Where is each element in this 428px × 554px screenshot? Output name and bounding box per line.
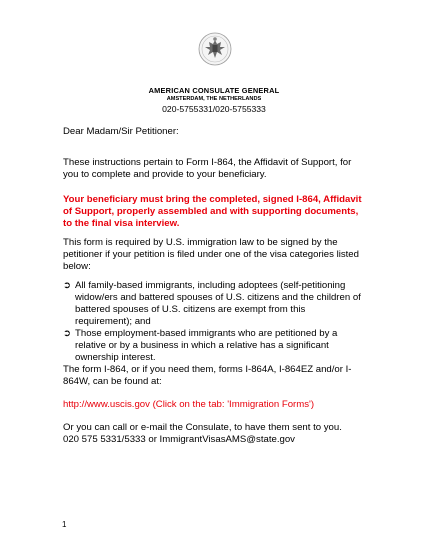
salutation: Dear Madam/Sir Petitioner:	[63, 126, 179, 137]
us-great-seal-icon	[198, 32, 232, 66]
arrow-bullet-icon: ➲	[63, 328, 72, 339]
arrow-bullet-icon: ➲	[63, 280, 72, 291]
requirement-paragraph: This form is required by U.S. immigration law to be signed by the petitioner if your petition is filed under one of the visa categories listed below:	[63, 237, 359, 272]
list-item	[63, 328, 363, 364]
intro-paragraph: These instructions pertain to Form I-864, the Affidavit of Support, for you to complete and provide to your beneficiary.	[63, 157, 352, 180]
contact-line-2: 020 575 5331/5333 or ImmigrantVisasAMS@state.gov	[63, 434, 295, 445]
forms-paragraph: The form I-864, or if you need them, forms I-864A, I-864EZ and/or I-864W, can be found at:	[63, 364, 352, 387]
list-item-text: Those employment-based immigrants who are petitioned by a relative or by a business in which a relative has a significant ownership interest.	[75, 328, 338, 363]
page-number: 1	[62, 520, 67, 529]
consulate-name: AMERICAN CONSULATE GENERAL	[148, 86, 280, 95]
list-item	[63, 280, 363, 328]
consulate-phone: 020-5755331/020-5755333	[162, 104, 266, 114]
warning-paragraph: Your beneficiary must bring the completed, signed I-864, Affidavit of Support, properly assembled and with supporting documents, to the final visa interview.	[63, 194, 362, 229]
visa-category-list	[63, 280, 363, 364]
list-item-text: All family-based immigrants, including adoptees (self-petitioning widow/ers and battered spouses of U.S. citizens and the children of battered spouses of U.S. citizens are exempt from this requirement); and	[75, 280, 361, 327]
uscis-link[interactable]: http://www.uscis.gov (Click on the tab: 'Immigration Forms')	[63, 399, 315, 410]
contact-line-1: Or you can call or e-mail the Consulate, to have them sent to you.	[63, 422, 342, 433]
consulate-city: AMSTERDAM, THE NETHERLANDS	[166, 96, 262, 102]
